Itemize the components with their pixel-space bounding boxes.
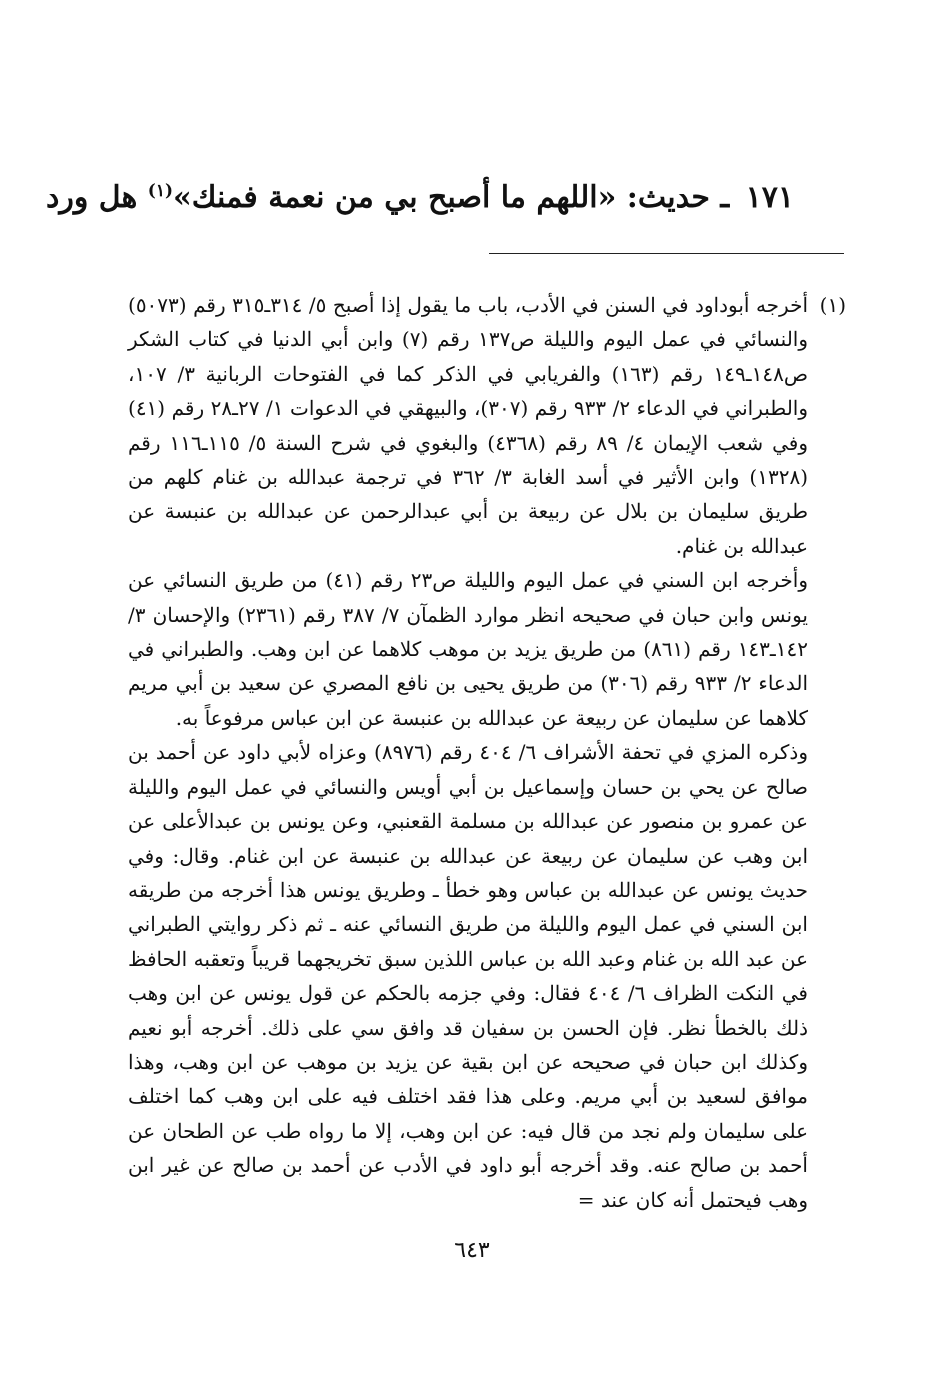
footnote-paragraph: وذكره المزي في تحفة الأشراف ٦/ ٤٠٤ رقم (٨٩٧٦) وعزاه لأبي داود عن أحمد بن صالح عن يحي بن حسان وإسماعيل بن أبي أويس والنسائي في عمل اليوم والليلة عن عمرو بن منصور عن عبدالله بن مسلمة القعنبي، وعن يونس بن عبدالأعلى عن ابن وهب عن سليمان عن ربيعة عن عبدالله بن عنبسة عن ابن غنام. وقال: وفي حديث يونس عن عبدالله بن عباس وهو خطأ ـ وطريق يونس هذا أخرجه من طريقه ابن السني في عمل اليوم والليلة من طريق النسائي عنه ـ ثم ذكر روايتي الطبراني عن عبد الله بن غنام وعبد الله بن عباس اللذين سبق تخريجهما قريباً وتعقبه الحافظ في النكت الظراف ٦/ ٤٠٤ فقال: وفي جزمه بالحكم عن قول يونس عن ابن وهب ذلك بالخطأ نظر. فإن الحسن بن سفيان قد وافق سي على ذلك. أخرجه أبو نعيم وكذلك ابن حبان في صحيحه عن ابن بقية عن يزيد بن موهب عن ابن وهب، وهذا موافق لسعيد بن أبي مريم. وعلى هذا فقد اختلف فيه على ابن وهب كما اختلف على سليمان ولم نجد من قال فيه: عن ابن وهب، إلا ما رواه طب عن الطحان عن أحمد بن صالح عنه. وقد أخرجه أبو داود في الأدب عن أحمد بن صالح عن غير ابن وهب فيحتمل أنه كان عند = bbox=[128, 740, 808, 1212]
page-number: ٦٤٣ bbox=[454, 1238, 490, 1263]
heading-tail: هل ورد bbox=[45, 180, 138, 215]
heading-separator: ـ bbox=[720, 180, 730, 215]
footnote-divider bbox=[489, 253, 844, 254]
footnote-paragraph: وأخرجه ابن السني في عمل اليوم والليلة ص٢٣ رقم (٤١) من طريق النسائي عن يونس وابن حبان في صحيحه انظر موارد الظمآن ٧/ ٣٨٧ رقم (٢٣٦١) والإحسان ٣/ ١٤٢ـ١٤٣ رقم (٨٦١) من طريق يزيد بن موهب كلاهما عن ابن وهب. والطبراني في الدعاء ٢/ ٩٣٣ رقم (٣٠٦) من طريق يحيى بن نافع المصري عن سعيد بن أبي مريم كلاهما عن سليمان عن ربيعة عن عبدالله بن عنبسة عن ابن عباس مرفوعاً به. bbox=[128, 568, 809, 730]
footnote-marker: (١) bbox=[819, 293, 846, 317]
hadith-heading bbox=[45, 176, 794, 220]
footnote-body bbox=[128, 288, 808, 1217]
footnote-paragraph: أخرجه أبوداود في السنن في الأدب، باب ما يقول إذا أصبح ٥/ ٣١٤ـ٣١٥ رقم (٥٠٧٣) والنسائي في عمل اليوم والليلة ص١٣٧ رقم (٧) وابن أبي الدنيا في كتاب الشكر ص١٤٨ـ١٤٩ رقم (١٦٣) والفريابي في الذكر كما في الفتوحات الربانية ٣/ ١٠٧، والطبراني في الدعاء ٢/ ٩٣٣ رقم (٣٠٧)، والبيهقي في الدعوات ١/ ٢٧ـ٢٨ رقم (٤١) وفي شعب الإيمان ٤/ ٨٩ رقم (٤٣٦٨) والبغوي في شرح السنة ٥/ ١١٥ـ١١٦ رقم (١٣٢٨) وابن الأثير في أسد الغابة ٣/ ٣٦٢ في ترجمة عبدالله بن غنام كلهم من طريق سليمان بن بلال عن ربيعة بن أبي عبدالرحمن عن عبدالله بن عنبسة عن عبدالله بن غنام. bbox=[128, 293, 809, 558]
footnote-reference: (١) bbox=[147, 181, 173, 201]
hadith-number: ١٧١ bbox=[745, 180, 794, 215]
heading-text: حديث: «اللهم ما أصبح بي من نعمة فمنك» bbox=[173, 180, 710, 215]
